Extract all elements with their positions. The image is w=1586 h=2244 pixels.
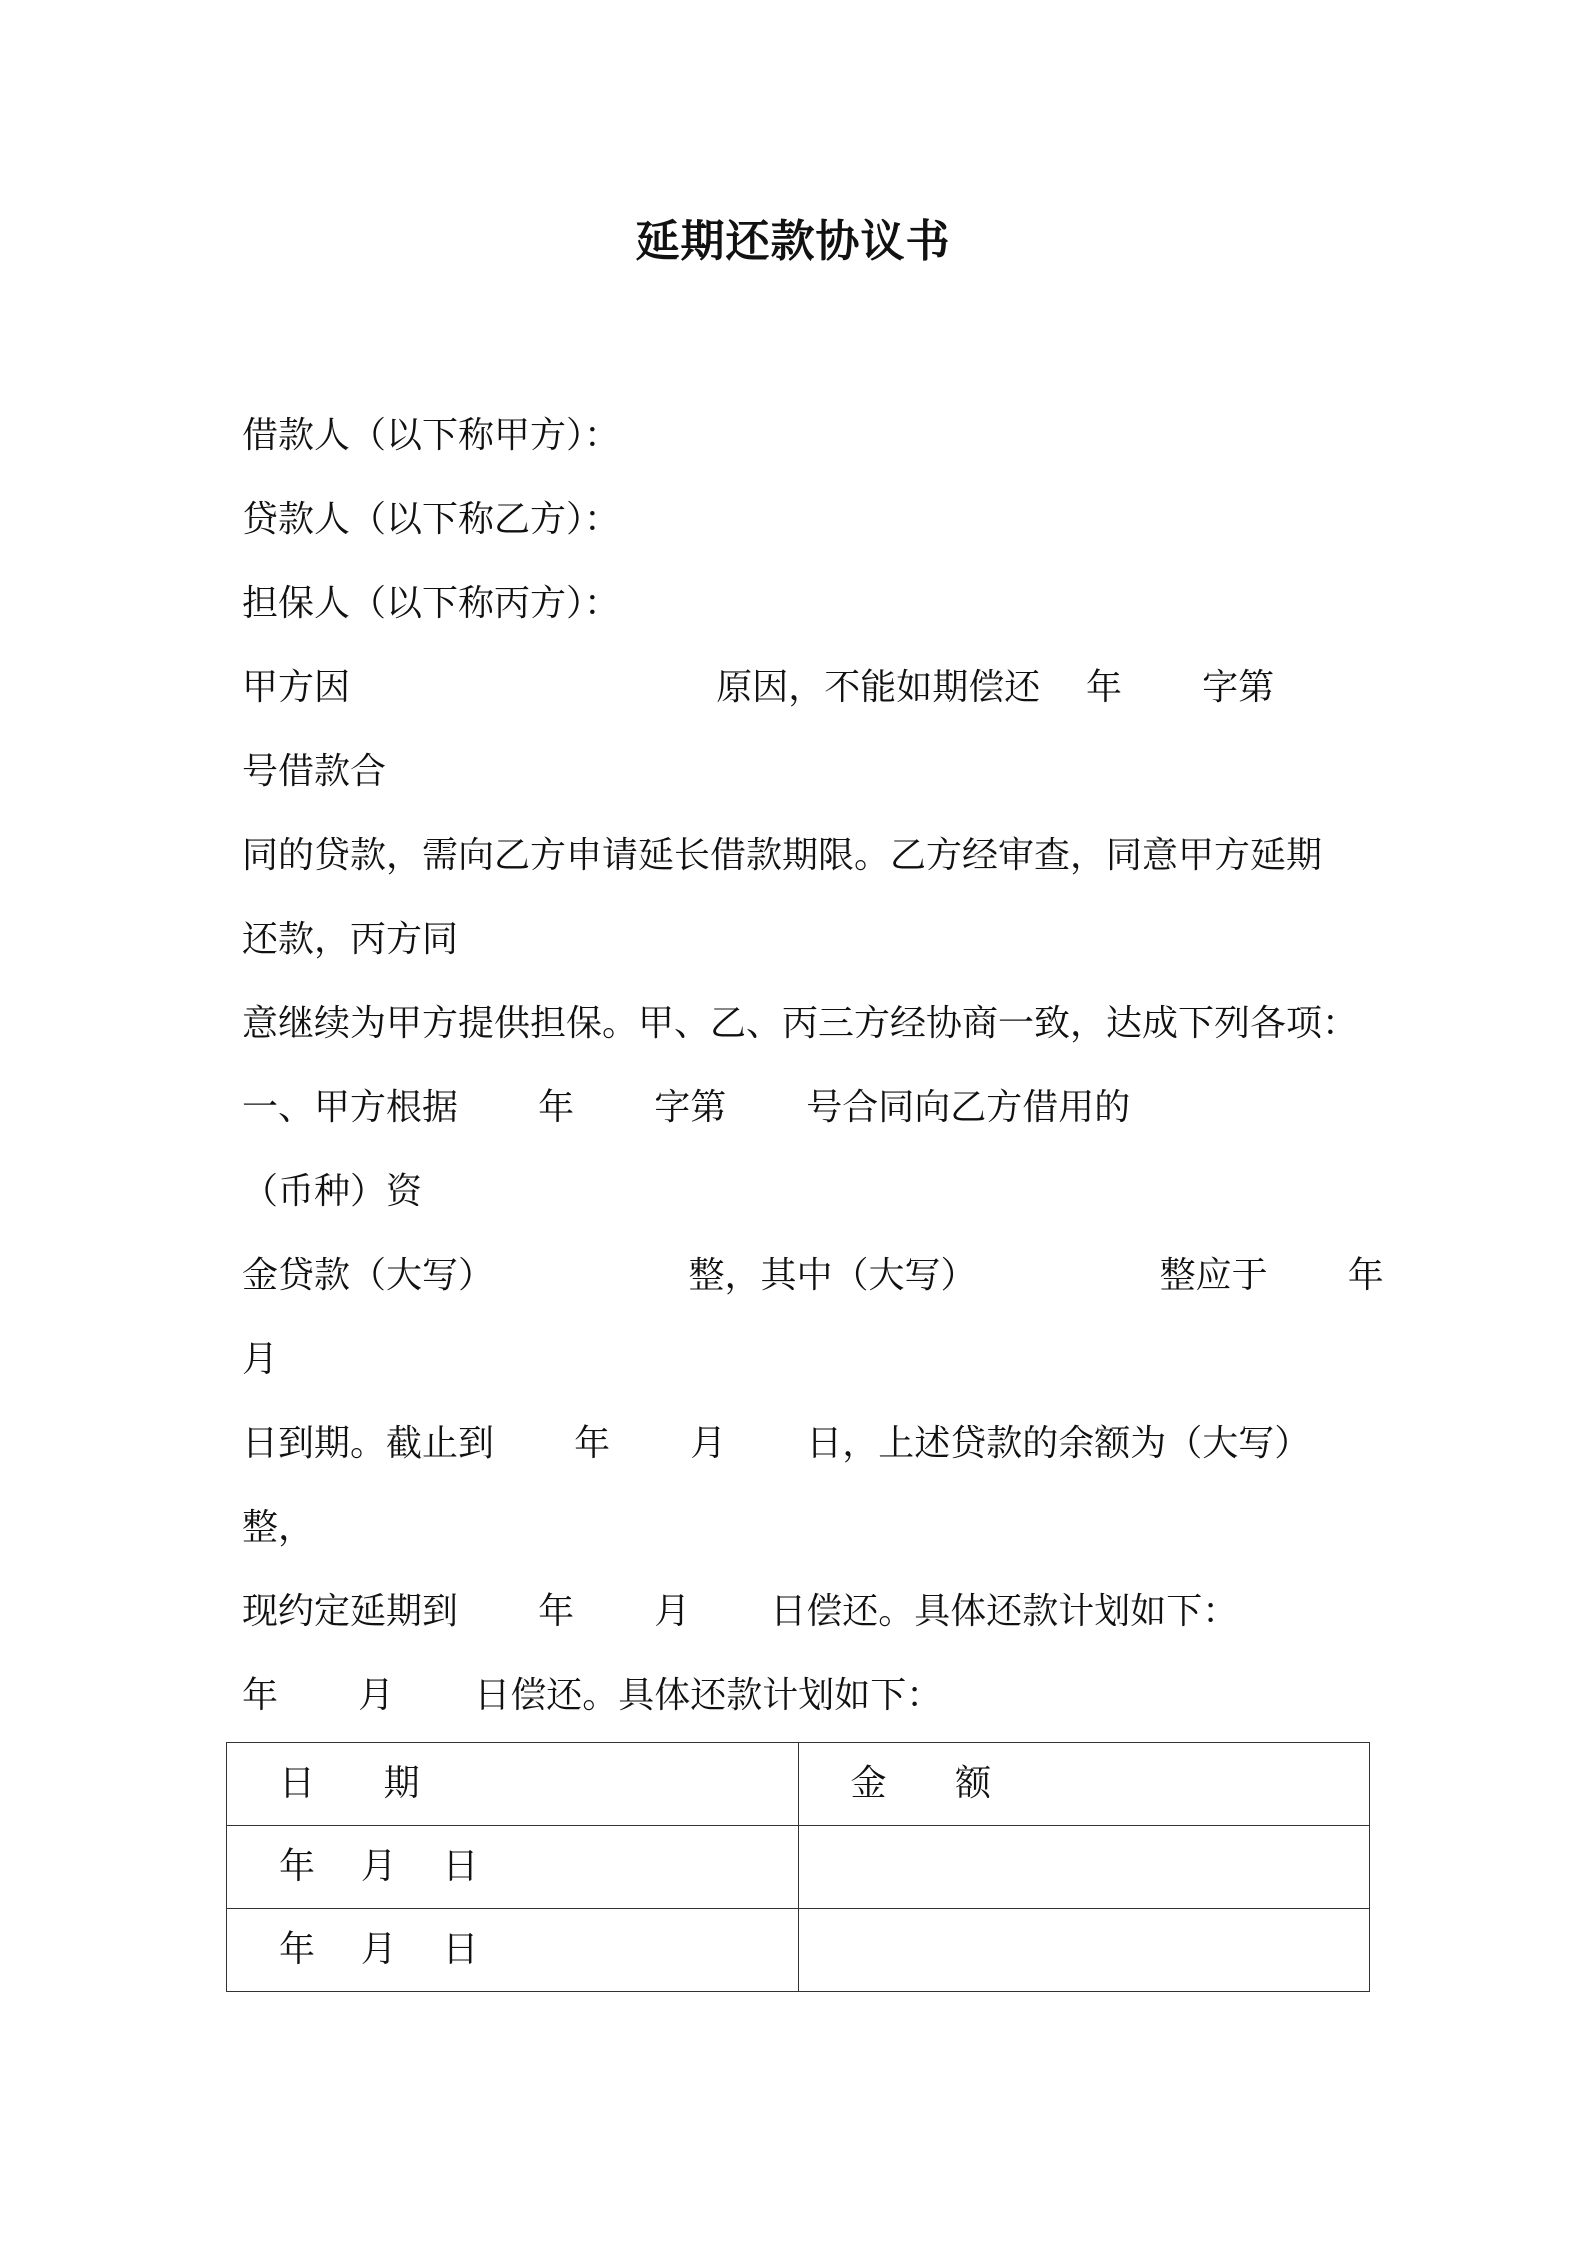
- text-line: 年 月 日偿还。具体还款计划如下：: [242, 1675, 943, 1716]
- text-line: 整，: [242, 1507, 315, 1548]
- repayment-schedule-table: [226, 1742, 1370, 1992]
- text-line: 号借款合: [242, 751, 387, 792]
- date-header: 日 期: [227, 1743, 799, 1826]
- amount-cell: [798, 1826, 1370, 1909]
- table-header-row: [227, 1743, 1370, 1826]
- text-line: 还款，丙方同: [242, 919, 459, 960]
- text-line: 金贷款（大写） 整，其中（大写） 整应于 年: [242, 1255, 1384, 1296]
- amount-header: 金 额: [798, 1743, 1370, 1826]
- text-line: （币种）资: [242, 1171, 423, 1212]
- text-line: 月: [242, 1339, 279, 1380]
- date-cell: 年 月 日: [227, 1909, 799, 1992]
- date-cell: 年 月 日: [227, 1826, 799, 1909]
- clause-one-line: 一、甲方根据 年 字第 号合同向乙方借用的: [242, 1087, 1131, 1128]
- borrower-line: 借款人（以下称甲方）：: [242, 415, 621, 456]
- amount-cell: [798, 1909, 1370, 1992]
- document-title: 延期还款协议书: [635, 216, 951, 267]
- text-line: 意继续为甲方提供担保。甲、乙、丙三方经协商一致，达成下列各项：: [242, 1003, 1359, 1044]
- text-line: 甲方因 原因，不能如期偿还 年 字第: [242, 667, 1275, 708]
- guarantor-line: 担保人（以下称丙方）：: [242, 583, 621, 624]
- table-row: [227, 1909, 1370, 1992]
- lender-line: 贷款人（以下称乙方）：: [242, 499, 621, 540]
- text-line: 同的贷款，需向乙方申请延长借款期限。乙方经审查，同意甲方延期: [242, 835, 1323, 876]
- text-line: 日到期。截止到 年 月 日，上述贷款的余额为（大写）: [242, 1423, 1311, 1464]
- text-line: 现约定延期到 年 月 日偿还。具体还款计划如下：: [242, 1591, 1239, 1632]
- table-row: [227, 1826, 1370, 1909]
